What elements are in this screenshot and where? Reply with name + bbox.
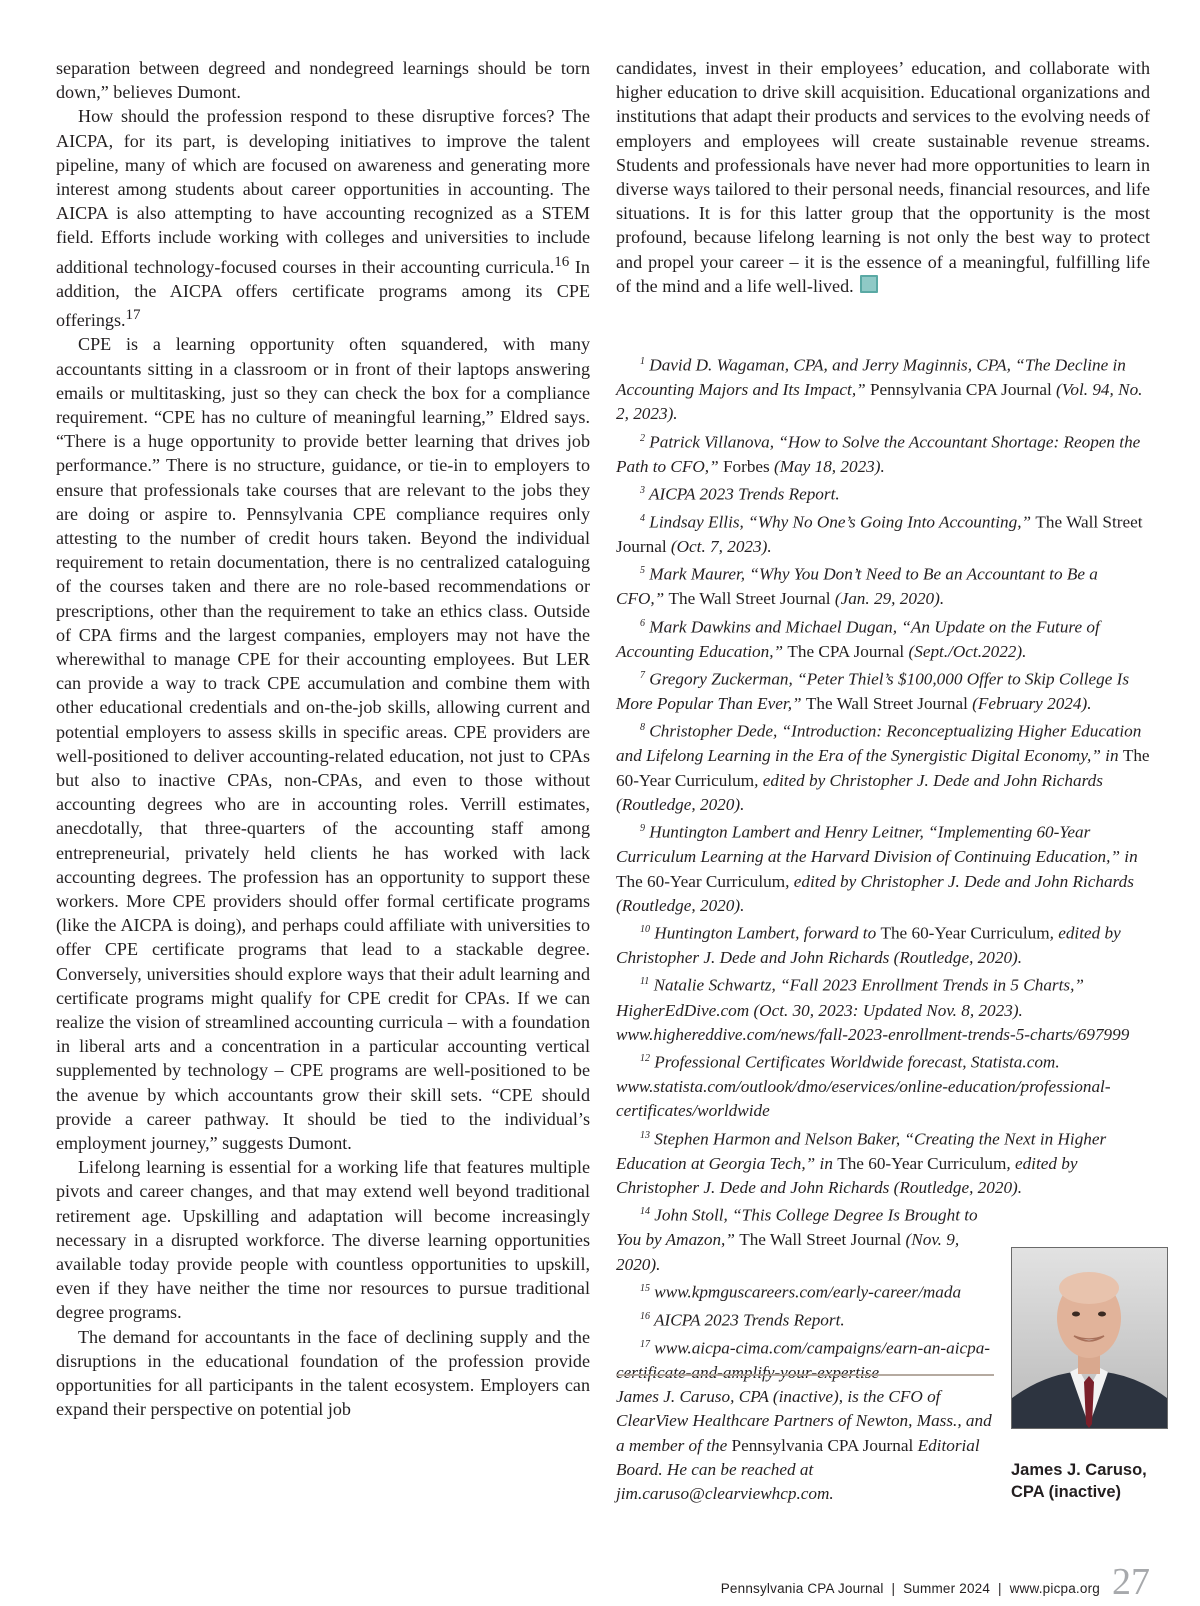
- bio-text: James J. Caruso, CPA (inactive), is the CFO of ClearView Healthcare Partners of Newton, Mass., and a member of the: [616, 1387, 992, 1455]
- page-number: 27: [1112, 1561, 1150, 1603]
- endnote-publication: The Wall Street Journal: [668, 589, 831, 609]
- endnote-number: 15: [640, 1282, 650, 1294]
- endnote-number: 5: [640, 565, 645, 577]
- endnote-text: Natalie Schwartz, “Fall 2023 Enrollment Trends in 5 Charts,” HigherEdDive.com (Oct. 30, 2023: Updated Nov. 8, 2023). www.highereddive.com/news/fall-2023-enrollment-trends-5-charts/697999: [616, 976, 1130, 1044]
- endnote-number: 8: [640, 722, 645, 734]
- endnote-text: Lindsay Ellis, “Why No One’s Going Into Accounting,”: [649, 512, 1036, 532]
- endnote: [616, 559, 1150, 611]
- endnote-text: Christopher Dede, “Introduction: Reconceptualizing Higher Education and Lifelong Learning in the Era of the Synergistic Digital Economy,” in: [616, 722, 1142, 766]
- endnote: [616, 1277, 991, 1305]
- endnote-text: David D. Wagaman, CPA, and Jerry Maginnis, CPA, “The Decline in Accounting Majors and Its Impact,”: [616, 355, 1126, 400]
- endnote-text: AICPA 2023 Trends Report.: [654, 1310, 845, 1330]
- bio-text: Editorial Board. He can be reached at jim.caruso@clearviewhcp.com.: [616, 1435, 980, 1504]
- endnote-publication: The Wall Street Journal: [616, 512, 1143, 557]
- caption-line: James J. Caruso,: [1011, 1461, 1147, 1479]
- bio-publication: Pennsylvania CPA Journal: [731, 1435, 914, 1455]
- endnote-publication: Forbes: [722, 456, 770, 476]
- footnote-ref: 17: [125, 307, 141, 324]
- endnote: [616, 817, 1150, 918]
- photo-caption: [1011, 1459, 1171, 1503]
- endnote-publication: The Wall Street Journal: [739, 1230, 902, 1250]
- endnote-number: 10: [640, 924, 650, 936]
- endnote: [616, 507, 1150, 559]
- endnote-publication: The Wall Street Journal: [805, 694, 968, 713]
- endnote-text: Stephen Harmon and Nelson Baker, “Creating the Next in Higher Education at Georgia Tech,” in: [616, 1129, 1107, 1173]
- footnote-ref: 16: [554, 253, 570, 270]
- article-right-column: [616, 56, 1150, 298]
- endnote-text: Patrick Villanova, “How to Solve the Accountant Shortage: Reopen the Path to CFO,”: [616, 432, 1141, 476]
- article-paragraph: separation between degreed and nondegreed learnings should be torn down,” believes Dumont.: [56, 58, 590, 103]
- endnote-number: 17: [640, 1339, 650, 1351]
- endnote-text: Mark Maurer, “Why You Don’t Need to Be an Accountant to Be a CFO,”: [616, 565, 1098, 609]
- endnote: [616, 427, 1150, 479]
- endnote-text: (Sept./Oct.2022).: [904, 641, 1027, 661]
- endnote-text: Gregory Zuckerman, “Peter Thiel’s $100,000 Offer to Skip College Is More Popular Than Ever,”: [616, 669, 1130, 713]
- endnote-text: (Oct. 7, 2023).: [666, 537, 772, 557]
- endnote: [616, 716, 1150, 817]
- endnote: [616, 1047, 1150, 1124]
- endnote: [616, 350, 1150, 427]
- article-paragraph: [56, 104, 590, 332]
- endnote-text: www.aicpa-cima.com/campaigns/earn-an-aicpa-certificate-and-amplify-your-expertise: [616, 1338, 991, 1383]
- endnote: [616, 1124, 1150, 1201]
- endnote: [616, 970, 1150, 1047]
- article-paragraph: The demand for accountants in the face of declining supply and the disruptions in the educational foundation of the profession provide opportunities for all participants in the talent ecosystem. Employers can expand their perspective on potential job: [56, 1326, 590, 1420]
- article-left-column: [56, 56, 590, 1421]
- endnote-text: (Nov. 9, 2020).: [616, 1230, 960, 1274]
- endnote: [616, 1333, 991, 1385]
- end-of-article-icon: [860, 275, 878, 293]
- endnote-text: (February 2024).: [967, 694, 1092, 713]
- endnote-text: (May 18, 2023).: [769, 456, 885, 476]
- endnote-text: Mark Dawkins and Michael Dugan, “An Update on the Future of Accounting Education,”: [616, 617, 1100, 661]
- author-photo: [1011, 1247, 1168, 1429]
- endnote-text: Professional Certificates Worldwide forecast, Statista.com. www.statista.com/outlook/dmo/eservices/online-education/professional-certificates/worldwide: [616, 1052, 1111, 1121]
- endnote-publication: The 60-Year Curriculum: [616, 871, 786, 891]
- endnote-number: 9: [640, 823, 645, 835]
- endnote: [616, 1305, 991, 1333]
- endnote-publication: The CPA Journal: [787, 641, 905, 661]
- article-paragraph: CPE is a learning opportunity often squandered, with many accountants sitting in a classroom or in front of their laptops answering emails or multitasking, just so they can check the box for a compliance requirement. “CPE has no culture of meaningful learning,” Eldred says. “There is a huge opportunity to provide better learning that drives job performance.” There is no structure, guidance, or tie-in to employers to ensure that professionals take courses that are relevant to the jobs they are doing or aspire to. Pennsylvania CPE compliance requires only attesting to the number of credit hours taken. Beyond the individual requirement to retain documentation, there is no centralized cataloguing of the courses taken and there are no role-based recommendations or prescriptions, other than the requirement to take an ethics class. Outside of CPA firms and the largest companies, employers may not have the wherewithal to manage CPE for their accounting employees. But LER can provide a way to track CPE accumulation and combine them with other educational credentials and on-the-job skills, allowing current and potential employers to assess skills in specific areas. CPE providers are well-positioned to deliver accounting-related education, not just to CPAs but also to inactive CPAs, non-CPAs, and even to those without accounting degrees who are in accounting roles. Verrill estimates, anecdotally, that three-quarters of the accounting staff among entrepreneurial, privately held clients he has worked with lack accounting degrees. The profession has an opportunity to support these workers. More CPE providers should offer formal certificate programs (like the AICPA is doing), and perhaps could affiliate with universities to offer CPE certificate programs that lead to a stackable degree. Conversely, universities should explore ways that their adult learning and certificate programs might qualify for CPE credit for CPAs. If we can realize the vision of streamlined accounting curricula – with a foundation in liberal arts and a concentration in a particular accounting vertical supplemented by technology – CPE programs are well-positioned to be the avenue by which accountants grow their skill sets. “CPE should provide a career pathway. It should be tied to the individual’s employment journey,” suggests Dumont.: [56, 334, 590, 1153]
- endnote-publication: Pennsylvania CPA Journal: [869, 380, 1052, 400]
- endnote-text: Huntington Lambert, forward to: [654, 923, 881, 943]
- page-footer: Pennsylvania CPA Journal | Summer 2024 | www.picpa.org: [720, 1581, 1100, 1596]
- endnote-number: 14: [640, 1206, 650, 1218]
- divider: [616, 1374, 994, 1376]
- endnote-text: , edited by Christopher J. Dede and John Richards (Routledge, 2020).: [616, 923, 1121, 968]
- endnote-number: 1: [640, 356, 645, 367]
- endnote-number: 6: [640, 617, 645, 629]
- endnote-number: 3: [640, 484, 645, 496]
- endnote-publication: The 60-Year Curriculum: [616, 746, 1150, 790]
- endnote-publication: The 60-Year Curriculum: [837, 1153, 1007, 1173]
- endnote-number: 4: [640, 512, 645, 524]
- paragraph-text: In addition, the AICPA offers certificate programs among its CPE offerings.: [56, 256, 590, 331]
- endnote-number: 12: [640, 1053, 650, 1065]
- endnote-text: Huntington Lambert and Henry Leitner, “Implementing 60-Year Curriculum Learning at the Harvard Division of Continuing Education,” in: [616, 822, 1138, 867]
- article-paragraph: [616, 56, 1150, 298]
- endnote-text: www.kpmguscareers.com/early-career/mada: [654, 1282, 962, 1302]
- paragraph-text: How should the profession respond to these disruptive forces? The AICPA, for its part, is developing initiatives to improve the talent pipeline, many of which are focused on awareness and generating more interest among students about career opportunities in accounting. The AICPA is also attempting to have accounting recognized as a STEM field. Efforts include working with colleges and universities to include additional technology-focused courses in their accounting curricula.: [56, 106, 590, 277]
- endnote: [616, 479, 1150, 507]
- endnote: [616, 612, 1150, 664]
- endnote-number: 13: [640, 1129, 650, 1141]
- endnote-text: (Jan. 29, 2020).: [830, 589, 945, 609]
- endnote-text: , edited by Christopher J. Dede and John Richards (Routledge, 2020).: [616, 871, 1134, 915]
- endnote: [616, 1200, 991, 1277]
- author-bio: [616, 1385, 992, 1506]
- caption-line: CPA (inactive): [1011, 1483, 1122, 1501]
- endnotes: [616, 350, 1150, 1385]
- endnote-publication: The 60-Year Curriculum: [880, 923, 1050, 943]
- endnote-text: , edited by Christopher J. Dede and John Richards (Routledge, 2020).: [616, 770, 1103, 814]
- endnote-text: , edited by Christopher J. Dede and John Richards (Routledge, 2020).: [616, 1153, 1078, 1198]
- endnote-number: 11: [640, 976, 650, 988]
- author-portrait-icon: [1012, 1248, 1167, 1428]
- endnote-number: 7: [640, 669, 645, 681]
- article-paragraph: Lifelong learning is essential for a working life that features multiple pivots and career changes, and that may extend well beyond traditional retirement age. Upskilling and adaptation will become increasingly necessary in a disrupted workforce. The diverse learning opportunities available today provide people with countless opportunities to upskill, even if they have neither the time nor resources to pursue traditional degree programs.: [56, 1157, 590, 1323]
- endnote-text: John Stoll, “This College Degree Is Brought to You by Amazon,”: [616, 1206, 978, 1250]
- endnote: [616, 664, 1150, 716]
- endnote: [616, 918, 1150, 970]
- endnote-text: (Vol. 94, No. 2, 2023).: [616, 380, 1143, 424]
- endnote-number: 2: [640, 432, 645, 444]
- endnote-number: 16: [640, 1311, 650, 1322]
- paragraph-text: candidates, invest in their employees’ education, and collaborate with higher education to drive skill acquisition. Educational organizations and institutions that adapt their products and services to the evolving needs of employers and employees will create sustainable revenue streams. Students and professionals have never had more opportunities to learn in diverse ways tailored to their personal needs, financial resources, and life situations. It is for this latter group that the opportunity is the most profound, because lifelong learning is not only the best way to protect and propel your career – it is the essence of a meaningful, fulfilling life of the mind and a life well-lived.: [616, 58, 1150, 296]
- endnote-text: AICPA 2023 Trends Report.: [649, 484, 840, 504]
